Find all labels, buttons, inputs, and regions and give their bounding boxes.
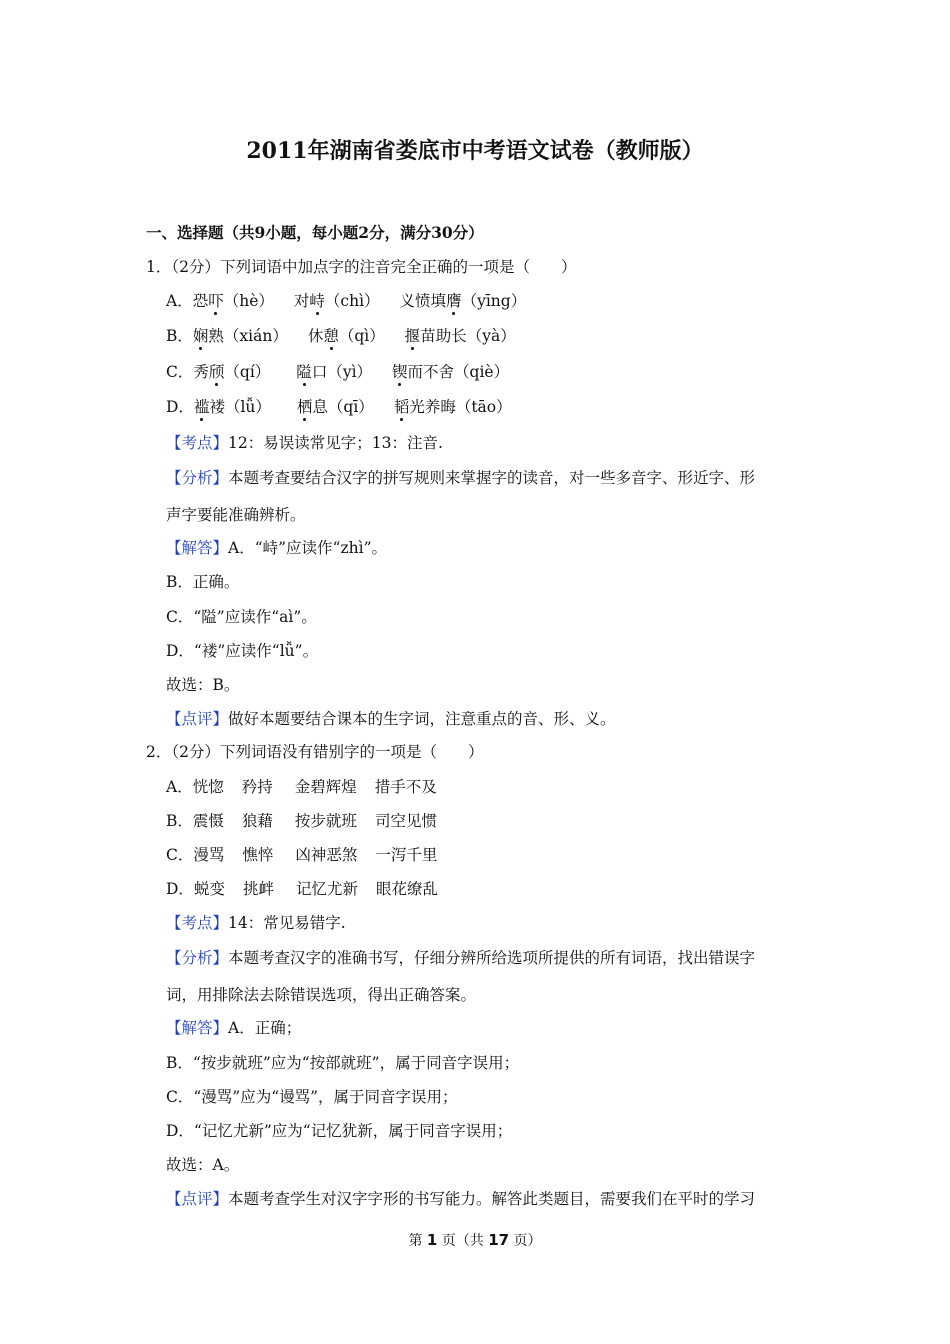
dotted-char: 娴 (192, 327, 209, 345)
q1-option-d: D．褴褛（lǚ） 栖息（qī） 韬光养晦（tāo） (166, 398, 512, 416)
option-label: B． (166, 327, 193, 345)
q1-option-a: A．恐吓（hè） 对峙（chì） 义愤填膺（yīng） (166, 292, 527, 310)
dotted-char: 峙 (309, 292, 325, 310)
q1-jieda-b: B．正确。 (166, 573, 240, 591)
option-label: C． (166, 363, 194, 381)
q2-jieda-b: B．“按步就班”应为“按部就班”，属于同音字误用； (166, 1054, 520, 1072)
q2-option-c: C．漫骂 憔悴 凶神恶煞 一泻千里 (166, 846, 438, 864)
dotted-char: 揠 (404, 327, 421, 345)
q2-option-d: D．蜕变 挑衅 记忆尤新 眼花缭乱 (166, 880, 438, 898)
q1-dianping: 【点评】做好本题要结合课本的生字词，注意重点的音、形、义。 (166, 710, 616, 728)
dotted-char: 吓 (208, 292, 224, 310)
option-label: B． (166, 812, 193, 830)
dotted-char: 颀 (208, 363, 225, 381)
q2-kaodian: 【考点】14：常见易错字. (166, 914, 346, 932)
option-label: A． (166, 292, 193, 310)
q1-fenxi-cont: 声字要能准确辨析。 (166, 506, 306, 524)
jieda-tag: 【解答】 (166, 1019, 229, 1037)
q1-kaodian: 【考点】12：易误读常见字；13：注音. (166, 434, 443, 452)
page-footer: 第 1 页（共 17 页） (408, 1231, 542, 1249)
dotted-char: 膺 (446, 292, 462, 310)
dotted-char: 憩 (323, 327, 339, 345)
question-1-stem: 1．（2分）下列词语中加点字的注音完全正确的一项是（ ） (146, 258, 577, 276)
dotted-char: 锲 (392, 363, 408, 381)
dotted-char: 褴 (193, 398, 210, 416)
q2-dianping: 【点评】本题考查学生对汉字字形的书写能力。解答此类题目，需要我们在平时的学习 (166, 1190, 756, 1208)
dotted-char: 韬 (393, 398, 410, 416)
fenxi-tag: 【分析】 (166, 469, 229, 487)
q2-jieda: 【解答】A．正确； (166, 1019, 302, 1037)
q1-option-b: B．娴熟（xián） 休憩（qì） 揠苗助长（yà） (166, 327, 516, 345)
q2-option-b: B．震慑 狼藉 按步就班 司空见惯 (166, 812, 437, 830)
kaodian-tag: 【考点】 (166, 914, 229, 932)
q2-jieda-d: D．“记忆尤新”应为“记忆犹新，属于同音字误用； (166, 1122, 513, 1140)
dotted-char: 栖 (296, 398, 313, 416)
page-total: 17 (488, 1231, 510, 1249)
q1-option-c: C．秀颀（qí） 隘口（yì） 锲而不舍（qiè） (166, 363, 510, 381)
q1-jieda-d: D．“褛”应读作“lǚ”。 (166, 642, 319, 660)
dotted-char: 隘 (296, 363, 312, 381)
option-label: C． (166, 846, 194, 864)
q2-option-a: A．恍惚 矜持 金碧辉煌 措手不及 (166, 778, 437, 796)
q2-fenxi: 【分析】本题考查汉字的准确书写，仔细分辨所给选项所提供的所有词语，找出错误字 (166, 949, 756, 967)
q2-jieda-c: C．“漫骂”应为“谩骂”，属于同音字误用； (166, 1088, 458, 1106)
question-2-stem: 2．（2分）下列词语没有错别字的一项是（ ） (146, 743, 484, 761)
page-number: 1 (426, 1231, 438, 1249)
dianping-tag: 【点评】 (166, 710, 229, 728)
q2-answer: 故选：A。 (166, 1156, 240, 1174)
kaodian-tag: 【考点】 (166, 434, 229, 452)
q1-answer: 故选：B。 (166, 676, 240, 694)
option-label: D． (166, 398, 194, 416)
option-label: D． (166, 880, 194, 898)
q1-jieda-c: C．“隘”应读作“aì”。 (166, 608, 317, 626)
option-label: A． (166, 778, 193, 796)
section-heading: 一、选择题（共9小题，每小题2分，满分30分） (146, 223, 484, 242)
q1-fenxi: 【分析】本题考查要结合汉字的拼写规则来掌握字的读音，对一些多音字、形近字、形 (166, 469, 756, 487)
jieda-tag: 【解答】 (166, 539, 229, 557)
page-title: 2011年湖南省娄底市中考语文试卷（教师版） (246, 138, 704, 164)
dianping-tag: 【点评】 (166, 1190, 229, 1208)
fenxi-tag: 【分析】 (166, 949, 229, 967)
q1-jieda: 【解答】A．“峙”应读作“zhì”。 (166, 539, 388, 557)
q2-fenxi-cont: 词，用排除法去除错误选项，得出正确答案。 (166, 986, 477, 1004)
